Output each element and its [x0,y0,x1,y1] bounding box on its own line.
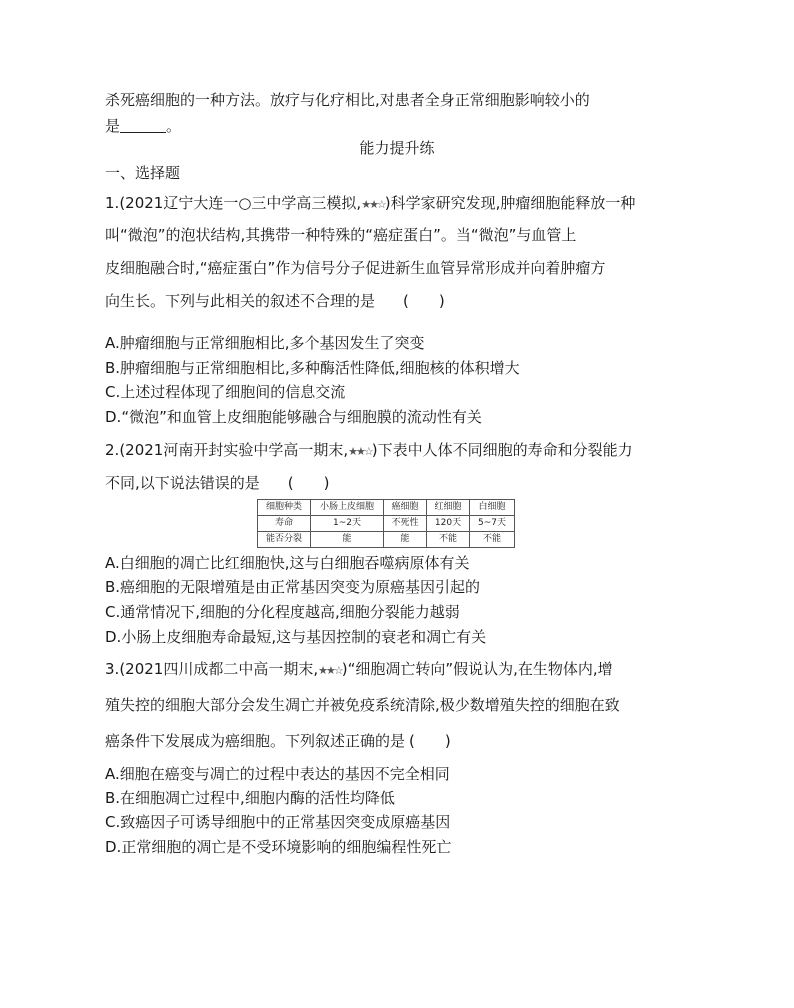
table-cell: 能 [384,532,427,548]
q3-stem-3: 癌条件下发展成为癌细胞。下列叙述正确的是 [105,732,406,750]
difficulty-stars-icon: ★★☆ [361,198,385,211]
q2-option-d[interactable]: D.小肠上皮细胞寿命最短,这与基因控制的衰老和凋亡有关 [105,628,487,646]
table-cell: 白细胞 [470,500,515,516]
intro-line-2 [105,116,181,136]
table-cell: 小肠上皮细胞 [311,500,384,516]
q3-source-end: ) [341,660,348,678]
q1-stem-1: 科学家研究发现,肿瘤细胞能释放一种 [390,194,636,212]
table-cell: 能否分裂 [258,532,311,548]
table-cell: 不死性 [384,516,427,532]
difficulty-stars-icon: ★★☆ [318,664,342,677]
q1-stem-3: 皮细胞融合时,“癌症蛋白”作为信号分子促进新生血管异常形成并向着肿瘤方 [105,259,606,277]
q1-option-c[interactable]: C.上述过程体现了细胞间的信息交流 [105,383,346,401]
q1-option-b[interactable]: B.肿瘤细胞与正常细胞相比,多种酶活性降低,细胞核的体积增大 [105,359,520,377]
table-cell: 能 [311,532,384,548]
table-cell: 不能 [427,532,470,548]
q2-option-a[interactable]: A.白细胞的凋亡比红细胞快,这与白细胞吞噬病原体有关 [105,554,470,572]
table-cell: 120天 [427,516,470,532]
q1-option-d[interactable]: D.“微泡”和血管上皮细胞能够融合与细胞膜的流动性有关 [105,408,482,426]
intro-line-1: 杀死癌细胞的一种方法。放疗与化疗相比,对患者全身正常细胞影响较小的 [105,91,590,109]
table-row [258,532,515,548]
q1-answer-paren[interactable]: ( ) [403,292,445,310]
q3-stem-1: “细胞凋亡转向”假说认为,在生物体内,增 [347,660,613,678]
q2-number: 2. [105,441,120,459]
table-row [258,500,515,516]
q2-source-end: ) [371,441,378,459]
section-title: 能力提升练 [359,139,435,157]
table-cell: 寿命 [258,516,311,532]
q3-option-a[interactable]: A.细胞在癌变与凋亡的过程中表达的基因不完全相同 [105,765,450,783]
q3-stem-2: 殖失控的细胞大部分会发生凋亡并被免疫系统清除,极少数增殖失控的细胞在致 [105,696,620,714]
q1-line-1 [105,193,635,215]
q3-option-b[interactable]: B.在细胞凋亡过程中,细胞内酶的活性均降低 [105,789,395,807]
q2-line-2 [105,473,330,493]
q2-line-1 [105,440,633,462]
q3-source: (2021四川成都二中高一期末, [119,660,319,678]
q1-source: (2021辽宁大连一○三中学高三模拟, [119,194,362,212]
q3-line-1 [105,659,613,681]
q1-stem-4: 向生长。下列与此相关的叙述不合理的是 [105,292,376,310]
q1-number: 1. [105,194,120,212]
part-title: 一、选择题 [105,164,181,182]
intro-suffix: 。 [166,117,182,135]
q3-number: 3. [105,660,120,678]
intro-prefix: 是 [105,117,121,135]
table-row [258,516,515,532]
cell-lifespan-table [257,499,515,548]
q3-line-3 [105,731,451,751]
q1-option-a[interactable]: A.肿瘤细胞与正常细胞相比,多个基因发生了突变 [105,334,425,352]
q3-option-d[interactable]: D.正常细胞的凋亡是不受环境影响的细胞编程性死亡 [105,838,452,856]
difficulty-stars-icon: ★★☆ [348,445,372,458]
q1-source-end: ) [384,194,391,212]
table-cell: 5~7天 [470,516,515,532]
table-cell: 细胞种类 [258,500,311,516]
q2-source: (2021河南开封实验中学高一期末, [119,441,349,459]
q1-stem-2: 叫“微泡”的泡状结构,其携带一种特殊的“癌症蛋白”。当“微泡”与血管上 [105,226,577,244]
q2-option-b[interactable]: B.癌细胞的无限增殖是由正常基因突变为原癌基因引起的 [105,578,481,596]
table-cell: 不能 [470,532,515,548]
table-cell: 红细胞 [427,500,470,516]
answer-blank[interactable] [120,118,166,133]
q2-option-c[interactable]: C.通常情况下,细胞的分化程度越高,细胞分裂能力越弱 [105,603,460,621]
q3-option-c[interactable]: C.致癌因子可诱导细胞中的正常基因突变成原癌基因 [105,813,451,831]
table-cell: 癌细胞 [384,500,427,516]
q1-line-4 [105,291,445,311]
q2-stem-2: 不同,以下说法错误的是 [105,474,260,492]
table-cell: 1~2天 [311,516,384,532]
q2-answer-paren[interactable]: ( ) [287,474,330,492]
q3-answer-paren[interactable]: ( ) [409,732,451,750]
q2-stem-1: 下表中人体不同细胞的寿命和分裂能力 [377,441,633,459]
